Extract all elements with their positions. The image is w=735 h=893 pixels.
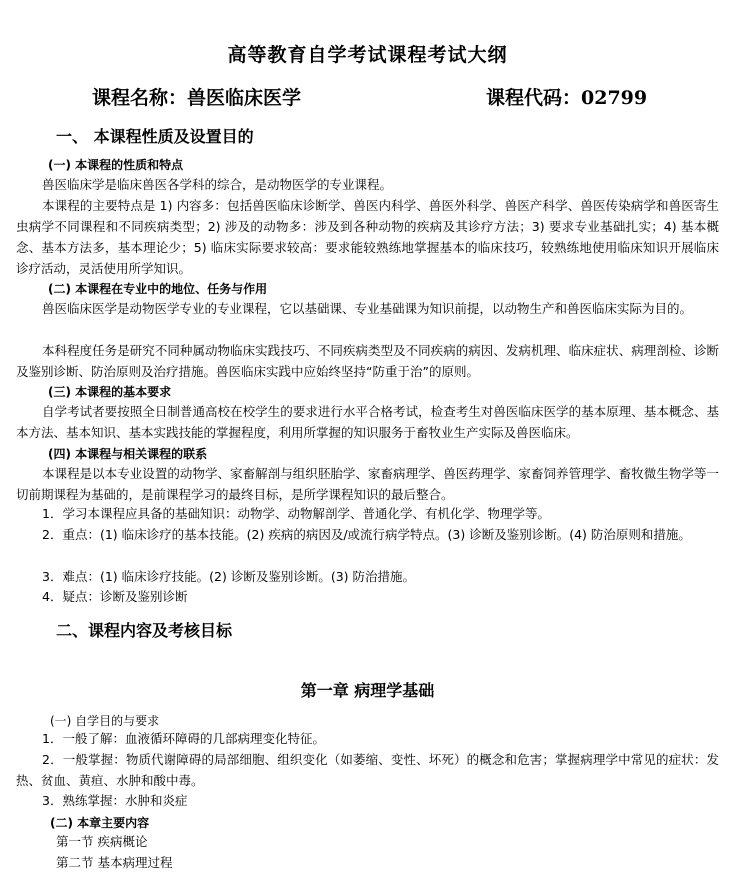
chapter-1-section-2: 第二节 基本病理过程 (56, 855, 173, 870)
list-item-2: 2．重点：(1) 临床诊疗的基本技能。(2) 疾病的病因及/或流行病学特点。(3) 诊断及鉴别诊断。(4) 防治原则和措施。 (42, 527, 691, 542)
subsection-2-paragraph-2: 本科程度任务是研究不同种属动物临床实践技巧、不同疾病类型及不同疾病的病因、发病机理、临床症状、病理剖检、诊断及鉴别诊断、防治原则及治疗措施。兽医临床实践中应始终坚持“防重于治”的原则。 (16, 343, 719, 379)
chapter-1-subsection-2-heading: (二) 本章主要内容 (50, 816, 150, 830)
chapter-1-section-1: 第一节 疾病概论 (56, 834, 148, 849)
subsection-3-paragraph-1: 自学考试者要按照全日制普通高校在校学生的要求进行水平合格考试，检查考生对兽医临床医学的基本原理、基本概念、基本方法、基本知识、基本实践技能的掌握程度，利用所掌握的知识服务于畜牧业生产实际及兽医临床。 (16, 404, 719, 440)
subsection-1-heading: (一) 本课程的性质和特点 (48, 158, 184, 172)
section-1-heading: 一、 本课程性质及设置目的 (56, 127, 254, 146)
list-item-3: 3．难点：(1) 临床诊疗技能。(2) 诊断及鉴别诊断。(3) 防治措施。 (42, 569, 415, 584)
section-2-heading: 二、课程内容及考核目标 (56, 621, 233, 640)
list-item-4: 4．疑点：诊断及鉴别诊断 (42, 589, 188, 604)
chapter-1-subsection-1-heading: (一) 自学目的与要求 (50, 714, 160, 728)
course-name: 课程名称：兽医临床医学 (92, 87, 302, 109)
chapter-1-item-3: 3．熟练掌握：水肿和炎症 (42, 793, 188, 808)
list-item-1: 1．学习本课程应具备的基础知识：动物学、动物解剖学、普通化学、有机化学、物理学等。 (42, 506, 550, 521)
chapter-1-item-2: 2．一般掌握：物质代谢障碍的局部细胞、组织变化（如萎缩、变性、坏死）的概念和危害；掌握病理学中常见的症状：发热、贫血、黄疸、水肿和酸中毒。 (16, 752, 719, 788)
course-code: 课程代码：02799 (486, 87, 648, 109)
subsection-2-paragraph-1: 兽医临床医学是动物医学专业的专业课程，它以基础课、专业基础课为知识前提，以动物生产和兽医临床实际为目的。 (42, 301, 693, 316)
subsection-4-paragraph-1: 本课程是以本专业设置的动物学、家畜解剖与组织胚胎学、家畜病理学、兽医药理学、家畜饲养管理学、畜牧微生物学等一切前期课程为基础的，是前课程学习的最终目标，是所学课程知识的最后整合。 (16, 466, 719, 502)
subsection-1-paragraph-2: 本课程的主要特点是 1) 内容多：包括兽医临床诊断学、兽医内科学、兽医外科学、兽医产科学、兽医传染病学和兽医寄生虫病学不同课程和不同疾病类型；2) 涉及的动物多：涉及到各种动物的疾病及其诊疗方法；3) 要求专业基础扎实；4) 基本概念、基本方法多，基本理论少；5) 临床实际要求较高：要求能较熟练地掌握基本的临床技巧，较熟练地使用临床知识开展临床诊疗活动，灵活使用所学知识。 (16, 198, 719, 276)
subsection-4-heading: (四) 本课程与相关课程的联系 (48, 447, 208, 461)
page-title: 高等教育自学考试课程考试大纲 (227, 44, 508, 66)
subsection-3-heading: (三) 本课程的基本要求 (48, 385, 172, 399)
chapter-1-heading: 第一章 病理学基础 (300, 681, 435, 700)
chapter-1-item-1: 1．一般了解：血液循环障碍的几部病理变化特征。 (42, 731, 325, 746)
subsection-2-heading: (二) 本课程在专业中的地位、任务与作用 (48, 282, 268, 296)
subsection-1-paragraph-1: 兽医临床学是临床兽医各学科的综合，是动物医学的专业课程。 (42, 177, 393, 192)
